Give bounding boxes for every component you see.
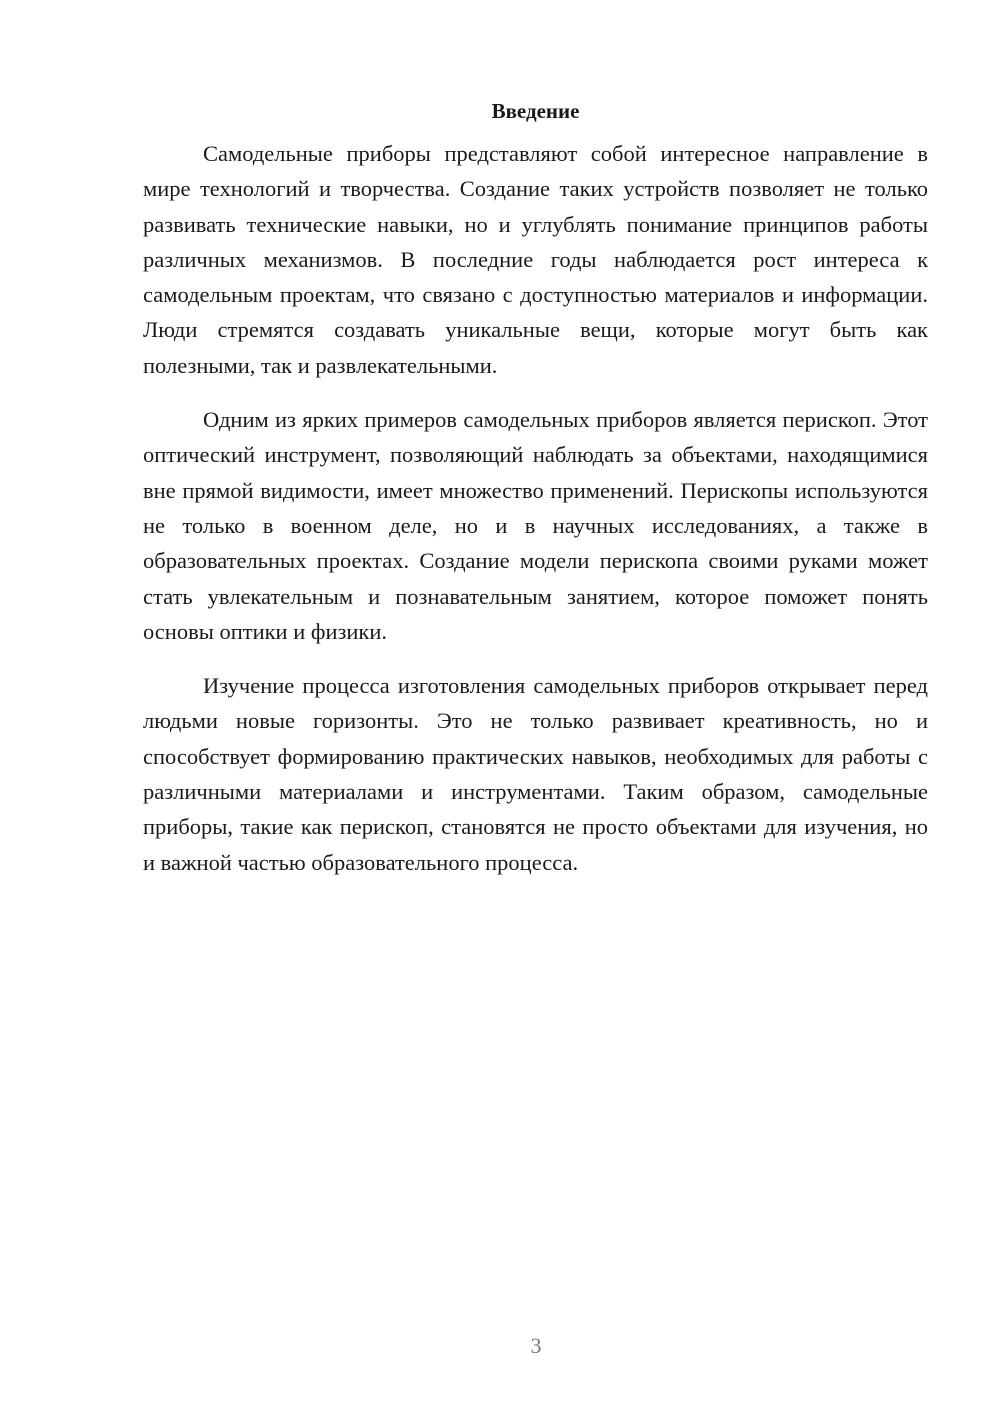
paragraph-3: Изучение процесса изготовления самодельных приборов открывает перед людьми новые горизонты. Это не только развивает креативность, но и способствует формированию практических навыков, необходимых для работы с различными материалами и инструментами. Таким образом, самодельные приборы, такие как перископ, становятся не просто объектами для изучения, но и важной частью образовательного процесса. bbox=[143, 673, 928, 875]
paragraph-2: Одним из ярких примеров самодельных приборов является перископ. Этот оптический инструмент, позволяющий наблюдать за объектами, находящимися вне прямой видимости, имеет множество применений. Перископы используются не только в военном деле, но и в научных исследованиях, а также в образовательных проектах. Создание модели перископа своими руками может стать увлекательным и познавательным занятием, которое поможет понять основы оптики и физики. bbox=[143, 407, 928, 644]
paragraph-1: Самодельные приборы представляют собой интересное направление в мире технологий и творчества. Создание таких устройств позволяет не только развивать технические навыки, но и углублять понимание принципов работы различных механизмов. В последние годы наблюдается рост интереса к самодельным проектам, что связано с доступностью материалов и информации. Люди стремятся создавать уникальные вещи, которые могут быть как полезными, так и развлекательными. bbox=[143, 141, 928, 378]
page-content bbox=[143, 96, 928, 899]
section-title: Введение bbox=[491, 99, 580, 123]
page-number: 3 bbox=[530, 1333, 542, 1358]
